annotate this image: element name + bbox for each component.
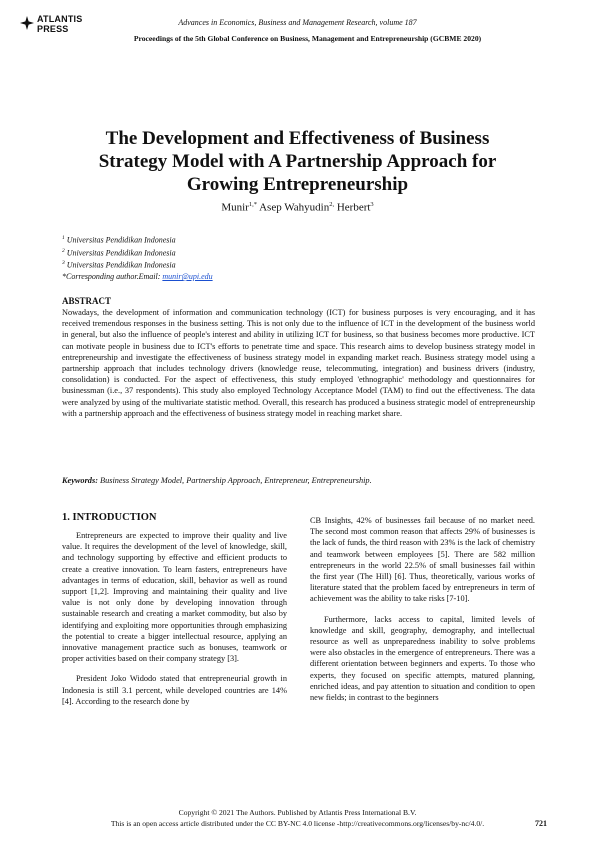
corresponding-author: *Corresponding author.Email: munir@upi.edu (62, 271, 213, 281)
author-name: Herbert (336, 201, 371, 214)
paper-title (60, 127, 535, 196)
paragraph: Furthermore, lacks access to capital, limited levels of knowledge and skill, geography, demography, and intellectual resource as well as unpreparedness inability to solve problems were also obstacles in the emergence of entrepreneurs. There was a different orientation between beginners and experts. To those who experts, they focused on specific attempts, matured planning, enriched ideas, and pay attention to situation and condition to open new fields; in contrast to the beginners (310, 614, 535, 703)
affiliation: $^2$ Universitas Pendidikan Indonesia (62, 247, 176, 258)
author-sup: 1,* (248, 201, 257, 208)
author-sup: 2, (329, 201, 335, 208)
author-list (0, 201, 595, 214)
logo-line1: ATLANTIS (37, 14, 83, 24)
page-number: 721 (535, 819, 547, 828)
proceedings-header: Proceedings of the 5th Global Conference on Business, Management and Entrepreneurship (GCBME 2020) (133, 34, 482, 43)
paragraph: President Joko Widodo stated that entrepreneurial growth in Indonesia is still 3.1 percent, while developed countries are 14% [4]. According to the research done by (62, 674, 287, 706)
author-name: Munir (221, 201, 249, 214)
affiliations (62, 233, 213, 282)
abstract-heading: ABSTRACT (62, 296, 112, 306)
right-column (310, 515, 535, 703)
keywords-text: Business Strategy Model, Partnership Approach, Entrepreneur, Entrepreneurship. (97, 476, 372, 485)
author-sup: 3 (370, 201, 374, 208)
logo-line2: PRESS (37, 24, 69, 34)
series-header: Advances in Economics, Business and Management Research, volume 187 (178, 18, 417, 27)
left-column (62, 530, 287, 707)
section-heading: 1. INTRODUCTION (62, 512, 157, 523)
license-notice: This is an open access article distributed under the CC BY-NC 4.0 license -http://creativecommons.org/licenses/by-nc/4.0/. (110, 819, 485, 828)
affiliation: $^3$ Universitas Pendidikan Indonesia (62, 260, 176, 270)
title-line: Strategy Model with A Partnership Approach for (98, 151, 497, 172)
copyright-notice: Copyright © 2021 The Authors. Published by Atlantis Press International B.V. (178, 808, 417, 817)
affiliation: $^1$ Universitas Pendidikan Indonesia (62, 235, 176, 245)
title-line: Growing Entrepreneurship (186, 174, 409, 195)
author-name: Asep Wahyudin (259, 201, 330, 214)
keywords-label: Keywords: (62, 476, 98, 485)
keywords (62, 476, 535, 485)
title-line: The Development and Effectiveness of Business (105, 128, 490, 149)
paragraph: Entrepreneurs are expected to improve their quality and live value. It requires the development of the level of knowledge, skill, and technology supporting by effective and efficient products to create a creative innovation. To learn fasters, entrepreneurs have advantages in terms of education, skill, behavior as well as round support [1,2]. Improving and maintaining their quality and live value is not only done by developing innovation through sustainable research and creating a market commodity, but also by identifying and exploiting more opportunities through emphasizing the potential to create a bigger intellectual resource, applying an innovative management practice such as bonuses, teamwork or proper activities based on their company strategy [3]. (62, 531, 287, 664)
paragraph: CB Insights, 42% of businesses fail because of no market need. The second most common reason that affects 29% of businesses is the lack of funds, the third reason with 23% is the lack of chemistry and teamwork between employees [5]. There are 582 million entrepreneurs in the world 22.5% of small businesses fail within the first year (The Hill) [6]. Thus, theoretically, various works of literature stated that the problem faced by entrepreneurs in term of achievement was the ability to take risks [7-10]. (310, 516, 535, 604)
email-link[interactable]: munir@upi.edu (162, 271, 213, 281)
abstract-text: Nowadays, the development of information and communication technology (ICT) for business purposes is very encouraging, and it has received tremendous responses in the business setting. This is not only due to the influence of ICT in the development of the business world in general, but also the influence of people's interest and ability in utilizing ICT for business, so that business becomes more productive. ICT can motivate people in business due to ICT's efforts to penetrate time and space. This research aims to develop business strategy model in entrepreneurship and investigate the effectiveness of business strategy model in expanding market reach. Business strategy model using a partnership approach that includes technology drivers (knowledge reuse, telecommuting, integration) and business drivers (industry, consolidation) is conducted. For the aspect of effectiveness, this study employed 'ethnographic' methodology and questionnaires for businessman (i.e., 37 respondents). This study also employed Technology Acceptance Model (TAM) to find out the effectiveness. The data were analyzed by using of the multivariate statistic method. Overall, this research has produced a business strategic model of entrepreneurship with a partnership approach and the effectiveness of business strategy model in reaching market share. (62, 308, 535, 418)
